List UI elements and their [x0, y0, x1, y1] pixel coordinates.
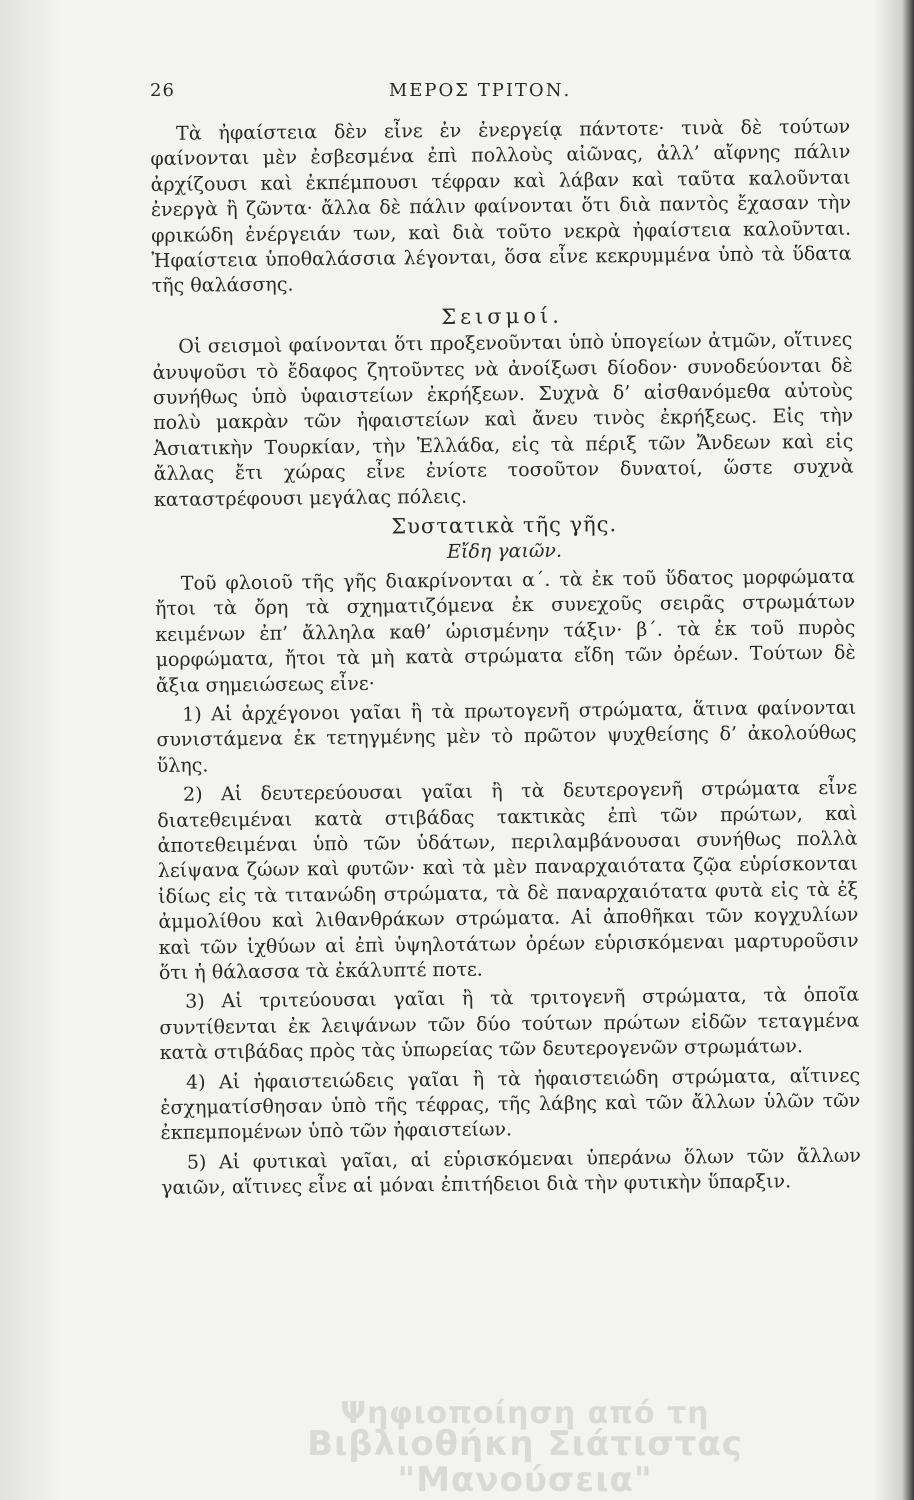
- heading-earthquakes: Σεισμοί.: [441, 303, 563, 329]
- paragraph-earthquakes: Οἱ σεισμοὶ φαίνονται ὅτι προξενοῦνται ὑπὸ ὑπογείων ἀτμῶν, οἵτινες ἀνυψοῦσι τὸ ἔδαφος ζητοῦντες νὰ ἀνοίξωσι δίοδον· συνοδεύονται δὲ συνήθως ὑπὸ ὑφαιστείων ἐκρήξεων. Συχνὰ δ’ αἰσθανόμεθα αὐτοὺς πολὺ μακρὰν τῶν ἠφαιστείων καὶ ἄνευ τινὸς ἐκρήξεως. Εἰς τὴν Ἀσιατικὴν Τουρκίαν, τὴν Ἑλλάδα, εἰς τὰ πέριξ τῶν Ἄνδεων καὶ εἰς ἄλλας ἔτι χώρας εἶνε ἐνίοτε τοσοῦτον δυνατοί, ὥστε συχνὰ καταστρέφουσι μεγάλας πόλεις.: [152, 328, 854, 511]
- watermark-line-1: Ψηφιοποίηση από τη: [340, 1396, 710, 1431]
- subheading-kinds-of-earth: Εἴδη γαιῶν.: [446, 539, 563, 563]
- list-item-primary-earths: 1) Αἱ ἀρχέγονοι γαῖαι ἢ τὰ πρωτογενῆ στρώματα, ἅτινα φαίνονται συνιστάμενα ἐκ τετηγμένης μὲν τὸ πρῶτον ψυχθείσης δ’ ἀκολούθως ὕλης.: [156, 696, 857, 777]
- heading-constituents: Συστατικὰ τῆς γῆς.: [391, 512, 618, 539]
- page-header: [150, 80, 810, 110]
- list-item-secondary-earths: 2) Αἱ δευτερεύουσαι γαῖαι ἢ τὰ δευτερογενῆ στρώματα εἶνε διατεθειμέναι κατὰ στιβάδας τακτικὰς ἐπὶ τῶν πρώτων, καὶ ἀποτεθειμέναι ὑπὸ τῶν ὑδάτων, περιλαμβάνουσαι συνήθως πολλὰ λείψανα ζώων καὶ φυτῶν· καὶ τὰ μὲν παναρχαιότατα ζῷα εὑρίσκονται ἰδίως εἰς τὰ τιτανώδη στρώματα, τὰ δὲ παναρχαιότατα φυτὰ εἰς τὰ ἐξ ἀμμολίθου καὶ λιθανθράκων στρώματα. Αἱ ἀποθῆκαι τῶν κογχυλίων καὶ τῶν ἰχθύων αἱ ἐπὶ ὑψηλοτάτων ὀρέων εὑρισκόμεναι μαρτυροῦσιν ὅτι ἡ θάλασσα τὰ ἐκάλυπτέ ποτε.: [157, 776, 859, 984]
- paragraph-crust: Τοῦ φλοιοῦ τῆς γῆς διακρίνονται α΄. τὰ ἐκ τοῦ ὕδατος μορφώματα ἤτοι τὰ ὄρη τὰ σχηματιζόμενα ἐκ συνεχοῦς σειρᾶς στρωμάτων κειμένων ἐπ’ ἄλληλα καθ’ ὡρισμένην τάξιν· β΄. τὰ ἐκ τοῦ πυρὸς μορφώματα, ἤτοι τὰ μὴ κατὰ στρώματα εἴδη τῶν ὀρέων. Τούτων δὲ ἄξια σημειώσεως εἶνε·: [154, 565, 856, 697]
- library-watermark: [180, 1396, 870, 1498]
- list-item-plant-earths: 5) Αἱ φυτικαὶ γαῖαι, αἱ εὑρισκόμεναι ὑπεράνω ὅλων τῶν ἄλλων γαιῶν, αἵτινες εἶνε αἱ μόναι ἐπιτήδειοι διὰ τὴν φυτικὴν ὕπαρξιν.: [161, 1144, 861, 1200]
- paragraph-volcanoes: Τὰ ἠφαίστεια δὲν εἶνε ἐν ἐνεργείᾳ πάντοτε· τινὰ δὲ τούτων φαίνονται μὲν ἐσβεσμένα ἐπὶ πολλοὺς αἰῶνας, ἀλλ’ αἴφνης πάλιν ἀρχίζουσι καὶ ἐκπέμπουσι τέφραν καὶ λάβαν καὶ ταῦτα καλοῦνται ἐνεργὰ ἢ ζῶντα· ἄλλα δὲ πάλιν φαίνονται ὅτι διὰ παντὸς ἔχασαν τὴν φρικώδη ἐνέργειάν των, καὶ διὰ τοῦτο νεκρὰ ἠφαίστεια καλοῦνται. Ἠφαίστεια ὑποθαλάσσια λέγονται, ὅσα εἶνε κεκρυμμένα ὑπὸ τὰ ὕδατα τῆς θαλάσσης.: [150, 115, 852, 298]
- list-item-volcanic-earths: 4) Αἱ ἠφαιστειώδεις γαῖαι ἢ τὰ ἠφαιστειώδη στρώματα, αἵτινες ἐσχηματίσθησαν ὑπὸ τῆς τέφρας, τῆς λάβης καὶ τῶν ἄλλων ὑλῶν τῶν ἐκπεμπομένων ὑπὸ τῶν ἠφαιστείων.: [160, 1064, 861, 1145]
- watermark-line-2: Βιβλιοθήκη Σιάτιστας "Μανούσεια": [307, 1424, 743, 1500]
- page-edge-shadow: [874, 0, 914, 1500]
- running-head: ΜΕΡΟΣ ΤΡΙΤΟΝ.: [388, 80, 572, 101]
- page-number: 26: [150, 80, 175, 101]
- list-item-tertiary-earths: 3) Αἱ τριτεύουσαι γαῖαι ἢ τὰ τριτογενῆ στρώματα, τὰ ὁποῖα συντίθενται ἐκ λειψάνων τῶν δύο τούτων πρώτων εἰδῶν τεταγμένα κατὰ στιβάδας πρὸς τὰς ὑπωρείας τῶν δευτερογενῶν στρωμάτων.: [159, 984, 860, 1065]
- page-body: [150, 115, 861, 1202]
- page-gutter-shadow: [0, 0, 60, 1500]
